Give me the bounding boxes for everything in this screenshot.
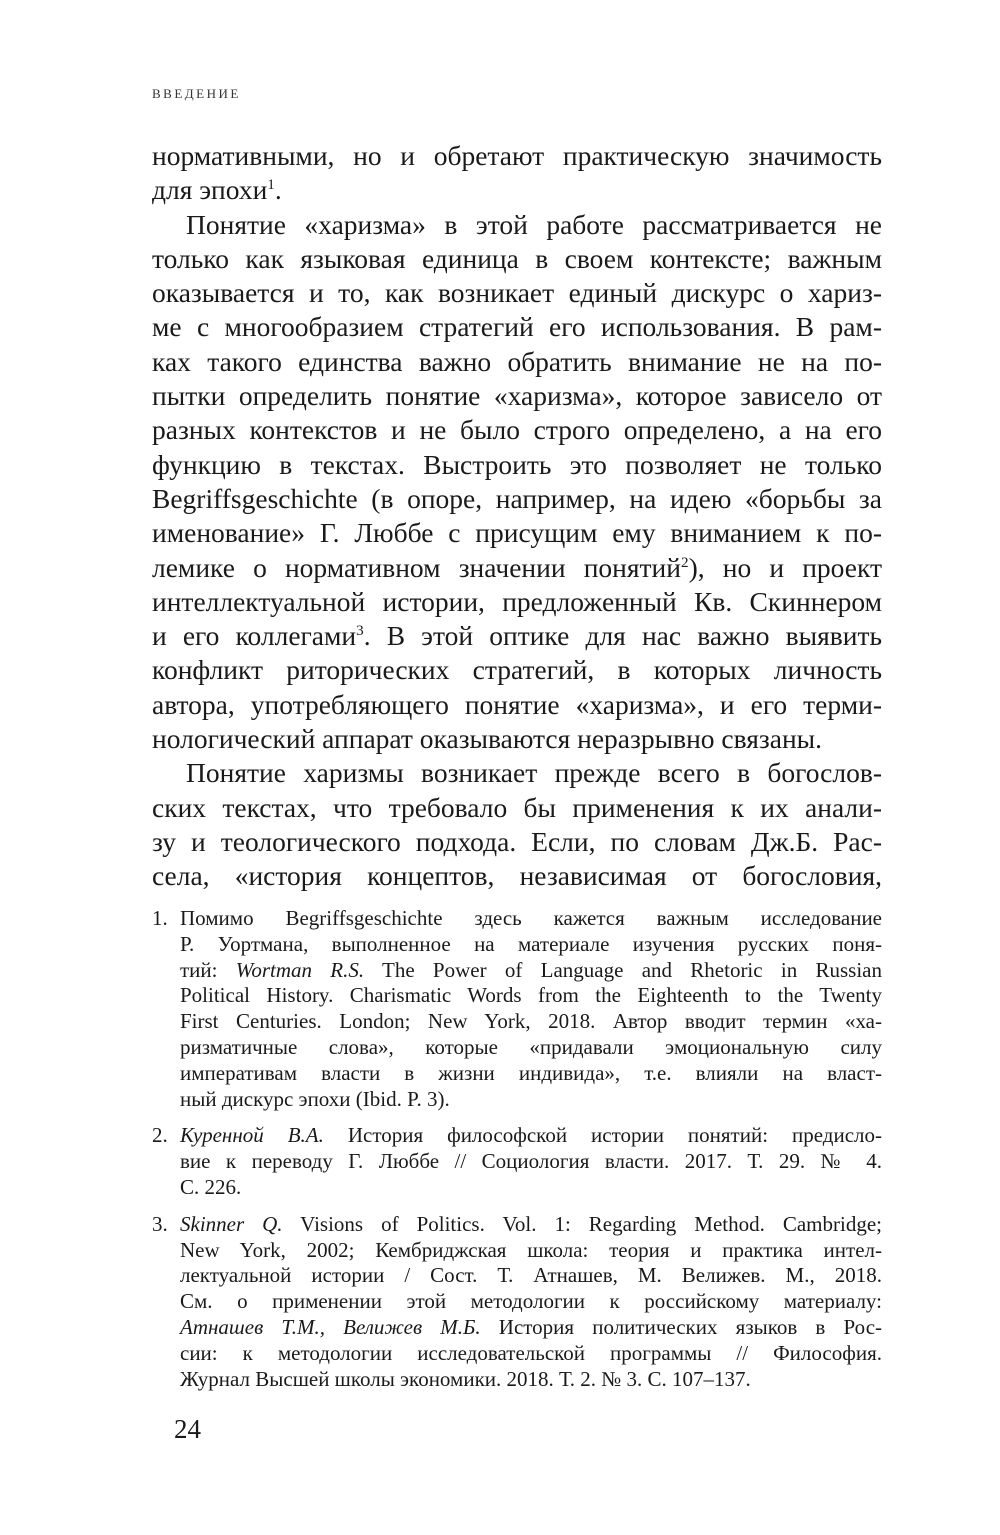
body-line: [152, 619, 882, 653]
footnote-line: См. о применении этой методологии к российскому материалу:: [180, 1289, 882, 1314]
body-line-text: ках такого единства важно обратить внимание не на по-: [152, 345, 882, 377]
body-line-text: конфликт риторических стратегий, в которых личность: [152, 654, 882, 686]
footnote-number: 3.: [152, 1211, 168, 1236]
footnote-ref: 3: [356, 623, 364, 639]
body-line-tail: .: [274, 174, 282, 206]
body-line-text: для эпохи: [152, 174, 268, 206]
body-line: [152, 825, 882, 859]
body-line-text: Понятие харизмы возникает прежде всего в богослов-: [186, 757, 882, 789]
body-line-text: ских текстах, что требовало бы применения к их анали-: [152, 791, 882, 823]
body-line: [152, 791, 882, 825]
body-line-text: Begriffsgeschichte (в опоре, например, на идею «борьбы за: [152, 482, 882, 514]
body-line-tail: . В этой оптике для нас важно выявить: [363, 620, 882, 652]
footnote-line: Атнашев Т.М., Велижев М.Б. История политических языков в Рос-: [180, 1314, 883, 1339]
footnotes: [152, 906, 882, 1403]
footnote-line: Skinner Q. Visions of Politics. Vol. 1: Regarding Method. Cambridge;: [180, 1211, 882, 1236]
body-line-text: нормативными, но и обретают практическую значимость: [152, 140, 882, 171]
body-line-text: села, «история концептов, независимая от богословия,: [152, 860, 882, 892]
footnote-line: Журнал Высшей школы экономики. 2018. Т. 2. № 3. С. 107–137.: [180, 1366, 751, 1391]
body-line: [152, 139, 882, 173]
body-line-text: лемике о нормативном значении понятий: [152, 551, 681, 583]
body-line: [152, 345, 882, 379]
footnote-line: Р. Уортмана, выполненное на материале изучения русских поня-: [180, 931, 882, 956]
footnote-line: New York, 2002; Кембриджская школа: теория и практика интел-: [180, 1237, 882, 1262]
footnote-line: лектуальной истории / Сост. Т. Атнашев, М. Велижев. М., 2018.: [180, 1263, 882, 1288]
body-line-text: и его коллегами: [152, 620, 357, 652]
body-line: [152, 585, 882, 619]
footnote-line: тий: Wortman R.S. The Power of Language and Rhetoric in Russian: [180, 957, 882, 982]
footnote-ref: 2: [681, 554, 689, 571]
body-line: [152, 688, 882, 722]
body-line: [152, 413, 882, 447]
body-line-text: интеллектуальной истории, предложенный Кв. Скиннером: [152, 585, 882, 617]
body-line: [152, 653, 882, 687]
body-line: [152, 379, 882, 413]
body-line: [152, 756, 882, 790]
footnote-number: 1.: [152, 906, 168, 930]
body-line: [152, 448, 882, 482]
body-line: [152, 551, 882, 585]
footnote-ref: 1: [267, 177, 275, 194]
body-line-text: только как языковая единица в своем контексте; важным: [152, 242, 882, 274]
footnote: [152, 1212, 882, 1393]
page-number: 24: [174, 1414, 201, 1444]
footnote-line: ный дискурс эпохи (Ibid. P. 3).: [180, 1086, 450, 1111]
body-line: [152, 859, 882, 893]
footnote-line: вие к переводу Г. Люббе // Социология власти. 2017. Т. 29. № 4.: [180, 1149, 882, 1174]
footnote-line: императивам власти в жизни индивида», т.е. влияли на власт-: [180, 1060, 882, 1085]
footnote-line: First Centuries. London; New York, 2018. Автор вводит термин «ха-: [180, 1009, 882, 1034]
body-line-text: ме с многообразием стратегий его использования. В рам-: [152, 311, 882, 343]
body-line-text: разных контекстов и не было строго определено, а на его: [152, 414, 882, 446]
body-line: [152, 173, 882, 207]
footnote: [152, 1123, 882, 1200]
body-line: [152, 722, 882, 756]
body-line-text: Понятие «харизма» в этой работе рассматривается не: [186, 208, 882, 240]
body-line-text: нологический аппарат оказываются неразрывно связаны.: [152, 723, 823, 755]
body-line-text: именование» Г. Люббе с присущим ему вниманием к по-: [152, 517, 882, 549]
body-line-text: зу и теологического подхода. Если, по словам Дж.Б. Рас-: [152, 825, 882, 857]
body-line: [152, 208, 882, 242]
body-line-text: пытки определить понятие «харизма», которое зависело от: [152, 380, 882, 412]
body-line-text: автора, употребляющего понятие «харизма», и его терми-: [152, 688, 882, 720]
body-line-text: функцию в текстах. Выстроить это позволяет не только: [152, 448, 882, 480]
body-line: [152, 276, 882, 310]
footnote: [152, 906, 882, 1112]
footnote-line: Куренной В.А. История философской истории понятий: предисло-: [180, 1123, 882, 1148]
footnote-line: С. 226.: [180, 1174, 242, 1199]
footnote-line: Political History. Charismatic Words from the Eighteenth to the Twenty: [180, 983, 882, 1008]
body-line: [152, 242, 882, 276]
footnote-line: ризматичные слова», которые «придавали эмоциональную силу: [180, 1034, 882, 1059]
body-line: [152, 482, 882, 516]
running-head: ВВЕДЕНИЕ: [152, 86, 241, 101]
footnote-line: сии: к методологии исследовательской программы // Философия.: [180, 1340, 882, 1365]
main-text: [152, 139, 882, 894]
body-line: [152, 310, 882, 344]
body-line: [152, 516, 882, 550]
body-line-text: оказывается и то, как возникает единый дискурс о хариз-: [152, 277, 882, 309]
footnote-number: 2.: [152, 1123, 168, 1148]
body-line-tail: ), но и проект: [688, 551, 882, 583]
footnote-line: Помимо Begriffsgeschichte здесь кажется важным исследование: [180, 906, 882, 930]
